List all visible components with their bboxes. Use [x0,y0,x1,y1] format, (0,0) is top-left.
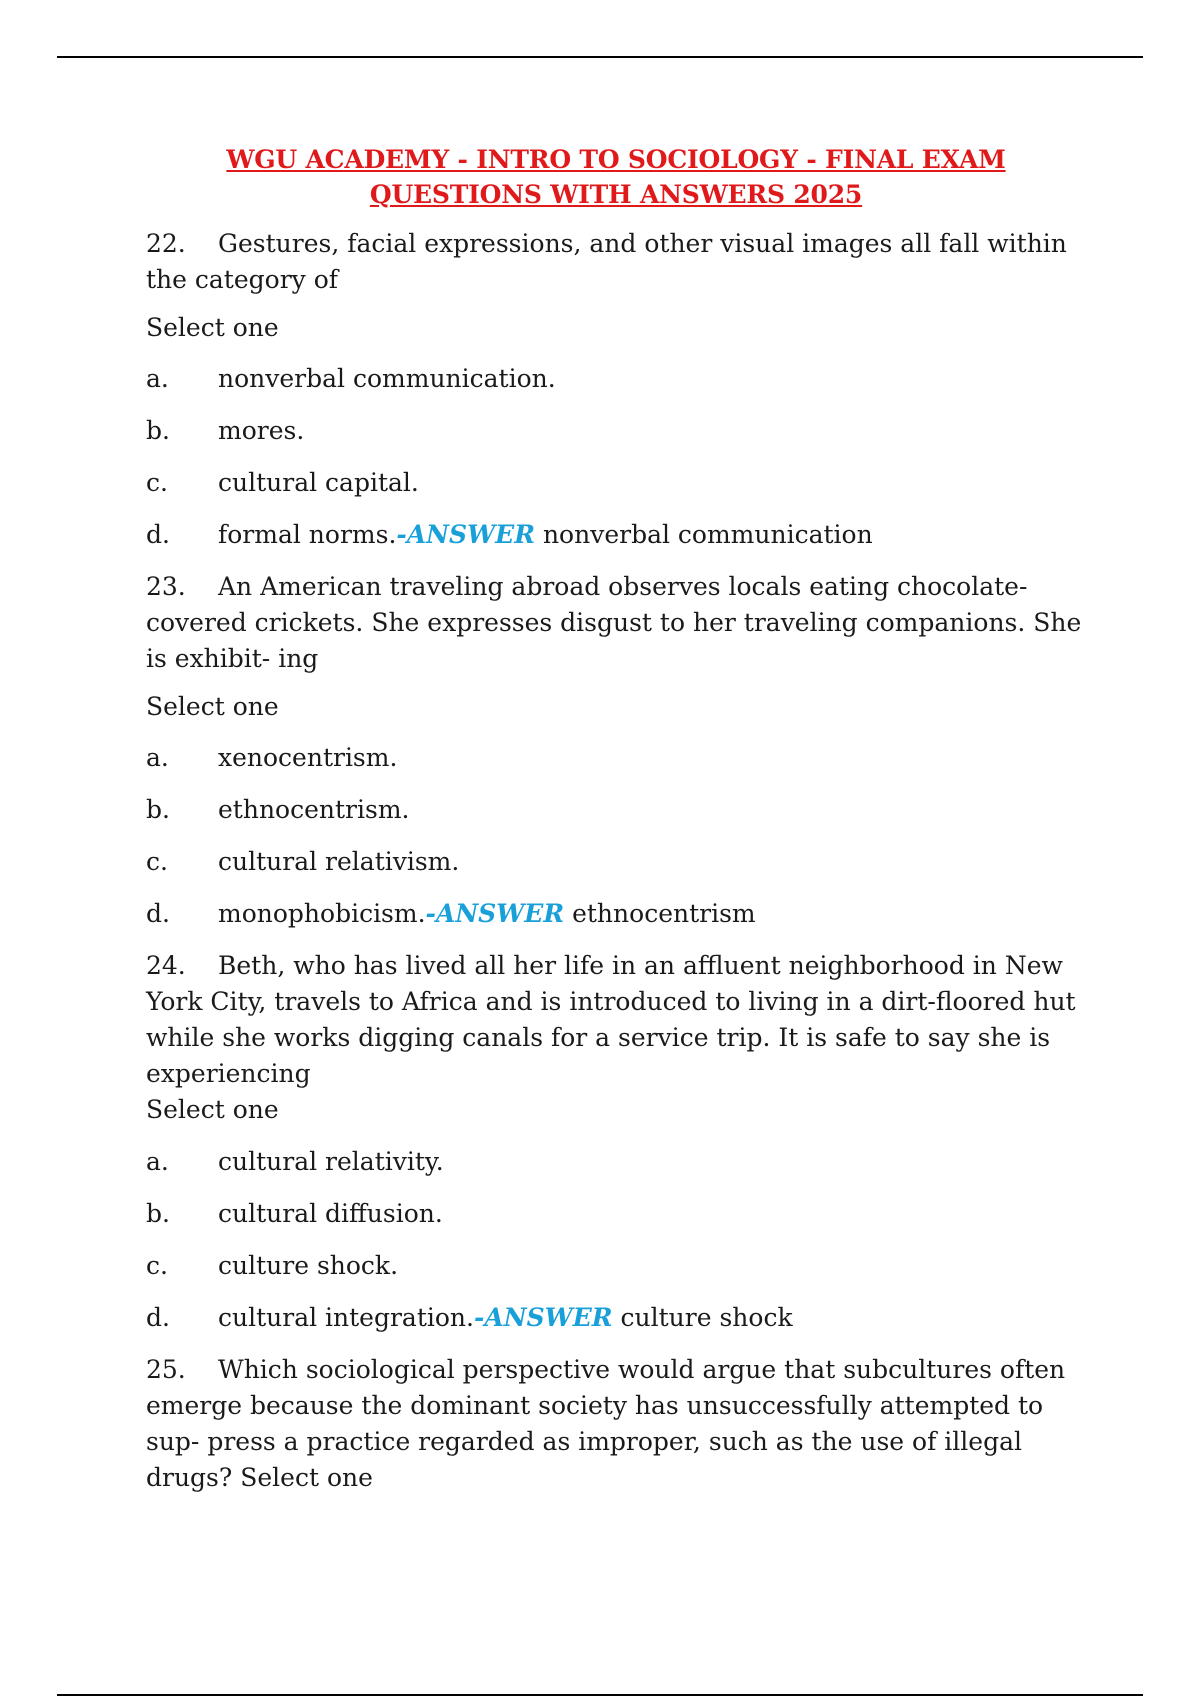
option-text: cultural relativism. [218,847,460,876]
select-instruction: Select one [146,313,279,342]
answer-label: -ANSWER [425,899,565,928]
question-number: 23. [146,572,186,601]
option-b [146,792,1086,828]
option-letter: d. [146,899,170,928]
option-text: cultural capital. [218,468,419,497]
option-letter: c. [146,847,168,876]
option-a [146,361,1086,397]
select-instruction: Select one [146,692,279,721]
option-letter: c. [146,1251,168,1280]
option-text: monophobicism. [218,899,426,928]
question-23 [146,569,1086,932]
option-text: ethnocentrism. [218,795,410,824]
answer-text: nonverbal communication [542,520,873,549]
answer-text: culture shock [620,1303,793,1332]
question-text [146,1352,1086,1496]
option-a [146,740,1086,776]
option-letter: d. [146,1303,170,1332]
select-instruction: Select one [146,1095,279,1124]
option-text: culture shock. [218,1251,399,1280]
question-22 [146,226,1086,553]
option-c [146,1248,1086,1284]
option-text: formal norms. [218,520,397,549]
option-text: cultural diffusion. [218,1199,443,1228]
question-number: 25. [146,1355,186,1384]
question-number: 24. [146,951,186,980]
option-letter: b. [146,416,170,445]
question-text [146,948,1086,1128]
answer-label: -ANSWER [396,520,535,549]
option-text: xenocentrism. [218,743,398,772]
option-d [146,896,1086,932]
option-d [146,1300,1086,1336]
option-letter: d. [146,520,170,549]
question-text [146,569,1086,677]
answer-text: ethnocentrism [572,899,756,928]
option-a [146,1144,1086,1180]
option-c [146,465,1086,501]
option-d [146,517,1086,553]
answer-label: -ANSWER [473,1303,613,1332]
top-divider [57,56,1143,58]
question-body: Beth, who has lived all her life in an affluent neighborhood in New York City, travels to Africa and is introduced to living in a dirt-floored hut while she works digging canals for a service trip. It is safe to say she is experiencing [146,951,1076,1088]
question-24 [146,948,1086,1336]
question-body: Which sociological perspective would argue that subcultures often emerge because the dominant society has unsuccessfully attempted to sup- press a practice regarded as improper, such as the use of illegal drugs? Select one [146,1355,1066,1492]
option-text: mores. [218,416,305,445]
option-letter: a. [146,364,169,393]
option-letter: a. [146,743,169,772]
option-text: cultural integration. [218,1303,474,1332]
question-text [146,226,1086,298]
bottom-divider [57,1694,1143,1696]
option-letter: c. [146,468,168,497]
question-body: Gestures, facial expressions, and other visual images all fall within the category of [146,229,1067,294]
option-letter: a. [146,1147,169,1176]
option-letter: b. [146,795,170,824]
question-body: An American traveling abroad observes locals eating chocolate-covered crickets. She expresses disgust to her traveling companions. She is exhibit- ing [146,572,1082,673]
option-text: nonverbal communication. [218,364,556,393]
option-text: cultural relativity. [218,1147,444,1176]
option-b [146,413,1086,449]
exam-page [146,142,1086,1508]
option-b [146,1196,1086,1232]
option-c [146,844,1086,880]
page-title: WGU ACADEMY - INTRO TO SOCIOLOGY - FINAL EXAM QUESTIONS WITH ANSWERS 2025 [226,145,1006,209]
option-letter: b. [146,1199,170,1228]
question-25 [146,1352,1086,1496]
question-number: 22. [146,229,186,258]
